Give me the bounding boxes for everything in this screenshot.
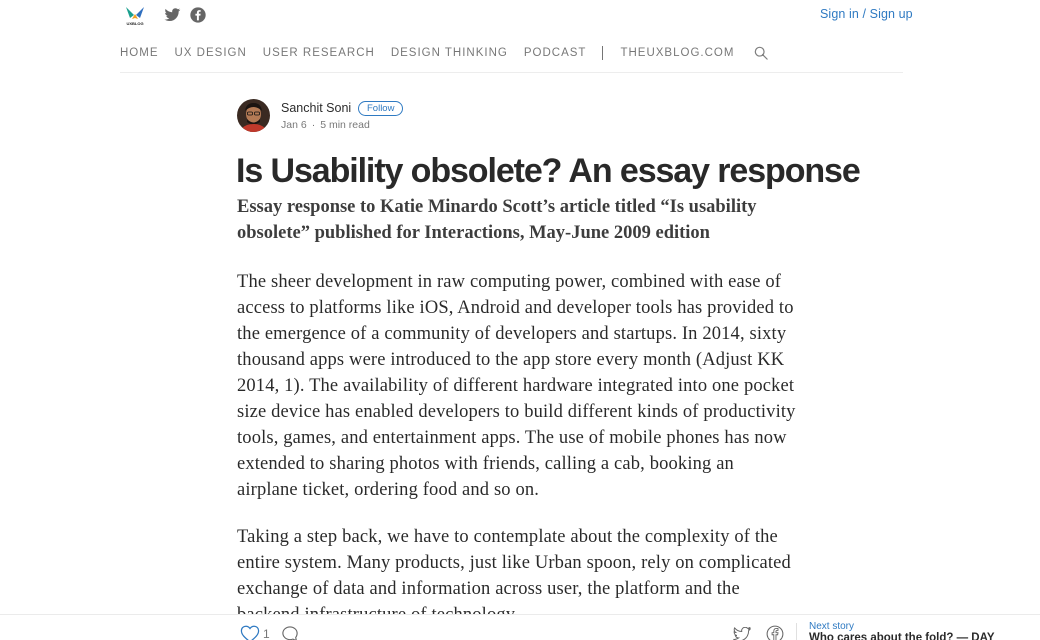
main-nav <box>120 45 768 61</box>
share-facebook-icon[interactable] <box>766 625 784 640</box>
clap-count[interactable]: 1 <box>263 627 270 640</box>
follow-button[interactable]: Follow <box>358 101 403 116</box>
comment-icon[interactable] <box>281 625 299 640</box>
nav-divider <box>602 46 603 60</box>
post-date[interactable]: Jan 6 <box>281 119 307 131</box>
nav-item-home[interactable]: HOME <box>120 47 159 59</box>
bar-divider <box>796 623 797 640</box>
next-story-title[interactable]: Who cares about the fold? — DAY <box>809 632 995 640</box>
top-bar <box>0 0 1040 32</box>
sign-in-link[interactable]: Sign in <box>820 7 859 21</box>
nav-item-ux-design[interactable]: UX DESIGN <box>174 47 247 59</box>
nav-item-theuxblog[interactable]: THEUXBLOG.COM <box>620 47 735 59</box>
article-title: Is Usability obsolete? An essay response <box>236 152 860 190</box>
article-paragraph: The sheer development in raw computing power, combined with ease of access to platforms like iOS, Android and developer tools has provided to the emergence of a community of developers and startups. In 2014, sixty thousand apps were introduced to the app store every month (Adjust KK 2014, 1). The availability of different hardware integrated into one pocket size device has enabled developers to build different kinds of productivity tools, games, and entertainment apps. The use of mobile phones has now extended to sharing photos with friends, calling a cab, booking an airplane ticket, ordering food and so on. <box>237 272 796 500</box>
next-story-label: Next story <box>809 621 855 632</box>
auth-links <box>820 7 913 21</box>
post-meta <box>281 119 370 131</box>
read-time: 5 min read <box>320 119 370 131</box>
article-subtitle: Essay response to Katie Minardo Scott’s article titled “Is usability obsolete” published for Interactions, May-June 2009 edition <box>237 197 757 243</box>
twitter-icon[interactable] <box>164 8 181 22</box>
nav-item-design-thinking[interactable]: DESIGN THINKING <box>390 47 508 59</box>
clap-heart-icon[interactable] <box>240 625 260 640</box>
uxblog-logo[interactable] <box>124 6 146 26</box>
article-paragraph: Taking a step back, we have to contemplate about the complexity of the entire system. Many products, just like Urban spoon, rely on complicated exchange of data and information across user, the platform and the <box>237 527 791 599</box>
auth-separator: / <box>858 7 870 21</box>
bottom-action-bar <box>0 614 1040 640</box>
search-icon[interactable] <box>754 46 768 60</box>
nav-item-podcast[interactable]: PODCAST <box>523 47 587 59</box>
author-name[interactable]: Sanchit Soni <box>281 101 352 115</box>
nav-divider-line <box>120 72 903 73</box>
logo-text: UXBLOG <box>126 21 144 26</box>
nav-item-user-research[interactable]: USER RESEARCH <box>262 47 375 59</box>
facebook-icon[interactable] <box>190 7 206 23</box>
meta-dot: · <box>311 119 316 131</box>
share-twitter-icon[interactable] <box>733 627 751 640</box>
sign-up-link[interactable]: Sign up <box>869 7 913 21</box>
avatar[interactable] <box>237 99 270 132</box>
